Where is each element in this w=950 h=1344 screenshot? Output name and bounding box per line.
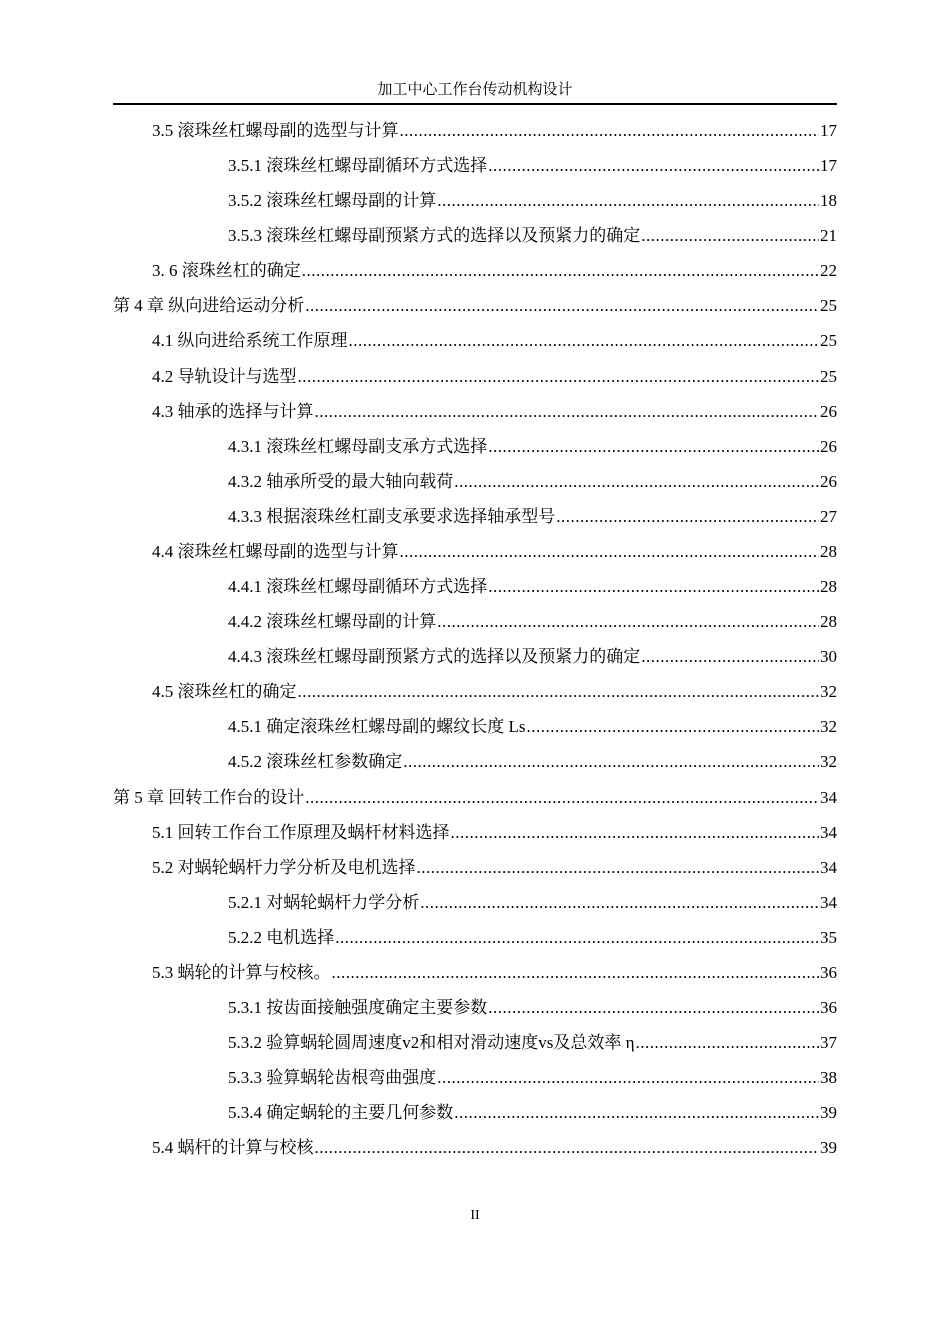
toc-entry-page: 28: [820, 577, 837, 597]
toc-entry-page: 32: [820, 682, 837, 702]
toc-entry[interactable]: [113, 786, 837, 810]
toc-entry-page: 32: [820, 752, 837, 772]
toc-entry-title: 5.2.2 电机选择: [228, 927, 335, 947]
toc-entry-title: 5.3.2 验算蜗轮圆周速度v2和相对滑动速度vs及总效率 η: [228, 1033, 635, 1053]
toc-entry[interactable]: [228, 435, 837, 459]
toc-entry[interactable]: [152, 1136, 837, 1160]
toc-entry-page: 36: [820, 962, 837, 982]
toc-entry-page: 39: [820, 1138, 837, 1158]
toc-entry-title: 4.4 滚珠丝杠螺母副的选型与计算: [152, 541, 399, 561]
toc-entry[interactable]: [228, 1031, 837, 1055]
toc-entry-page: 17: [820, 156, 837, 176]
toc-entry-title: 4.4.2 滚珠丝杠螺母副的计算: [228, 612, 437, 632]
dot-leader: [641, 224, 819, 248]
toc-entry-page: 35: [820, 927, 837, 947]
toc-entry-title: 4.3.2 轴承所受的最大轴向载荷: [228, 471, 454, 491]
toc-entry-page: 37: [820, 1033, 837, 1053]
toc-entry[interactable]: [228, 1101, 837, 1125]
toc-entry[interactable]: [228, 575, 837, 599]
toc-entry-page: 25: [820, 366, 837, 386]
toc-entry-page: 28: [820, 541, 837, 561]
running-header: 加工中心工作台传动机构设计: [377, 82, 573, 98]
dot-leader: [636, 1031, 819, 1055]
toc-entry[interactable]: [152, 540, 837, 564]
toc-entry-title: 3.5.2 滚珠丝杠螺母副的计算: [228, 191, 437, 211]
dot-leader: [417, 856, 820, 880]
toc-entry-page: 17: [820, 121, 837, 140]
toc-entry-page: 34: [820, 892, 837, 912]
toc-entry-title: 3.5.1 滚珠丝杠螺母副循环方式选择: [228, 156, 488, 176]
dot-leader: [335, 926, 819, 950]
toc-entry-page: 28: [820, 612, 837, 632]
toc-entry-title: 4.3.1 滚珠丝杠螺母副支承方式选择: [228, 436, 488, 456]
dot-leader: [349, 329, 820, 353]
toc-entry-page: 34: [820, 822, 837, 842]
dot-leader: [488, 435, 819, 459]
toc-entry-title: 3. 6 滚珠丝杠的确定: [152, 261, 301, 281]
toc-entry-title: 第 5 章 回转工作台的设计: [113, 787, 305, 807]
toc-entry-title: 4.4.1 滚珠丝杠螺母副循环方式选择: [228, 577, 488, 597]
toc-entry-page: 38: [820, 1068, 837, 1088]
dot-leader: [305, 294, 819, 318]
toc-entry-title: 4.5.2 滚珠丝杠参数确定: [228, 752, 403, 772]
toc-entry[interactable]: [228, 610, 837, 634]
toc-entry[interactable]: [152, 119, 837, 143]
dot-leader: [403, 750, 819, 774]
toc-entry[interactable]: [152, 400, 837, 424]
dot-leader: [420, 891, 819, 915]
dot-leader: [556, 505, 819, 529]
toc-entry-page: 22: [820, 261, 837, 281]
toc-entry-page: 36: [820, 998, 837, 1017]
toc-entry[interactable]: [152, 961, 837, 985]
toc-entry[interactable]: [228, 505, 837, 529]
toc-entry-page: 30: [820, 647, 837, 667]
toc-entry-title: 5.3 蜗轮的计算与校核。: [152, 962, 331, 982]
page-number: II: [470, 1208, 480, 1223]
toc-entry-page: 34: [820, 857, 837, 877]
toc-entry[interactable]: [228, 750, 837, 774]
toc-entry-page: 26: [820, 401, 837, 421]
toc-entry[interactable]: [113, 294, 837, 318]
dot-leader: [298, 680, 820, 704]
dot-leader: [488, 154, 819, 178]
dot-leader: [451, 821, 820, 845]
toc-entry-page: 32: [820, 717, 837, 737]
toc-entry-title: 3.5.3 滚珠丝杠螺母副预紧方式的选择以及预紧力的确定: [228, 226, 641, 246]
toc-entry-title: 5.1 回转工作台工作原理及蜗杆材料选择: [152, 822, 450, 842]
dot-leader: [641, 645, 819, 669]
toc-entry-title: 5.3.3 验算蜗轮齿根弯曲强度: [228, 1068, 437, 1088]
dot-leader: [400, 119, 820, 143]
dot-leader: [527, 715, 820, 739]
dot-leader: [437, 610, 819, 634]
toc-entry[interactable]: [228, 189, 837, 213]
toc-entry[interactable]: [152, 680, 837, 704]
toc-entry-page: 18: [820, 191, 837, 211]
toc-entry[interactable]: [152, 329, 837, 353]
toc-entry-title: 5.3.1 按齿面接触强度确定主要参数: [228, 998, 488, 1017]
dot-leader: [488, 575, 819, 599]
toc-entry[interactable]: [228, 926, 837, 950]
toc-entry-title: 4.3.3 根据滚珠丝杠副支承要求选择轴承型号: [228, 506, 556, 526]
toc-entry[interactable]: [152, 856, 837, 880]
toc-entry-title: 5.2 对蜗轮蜗杆力学分析及电机选择: [152, 857, 416, 877]
toc-entry[interactable]: [228, 154, 837, 178]
toc-entry-title: 5.4 蜗杆的计算与校核: [152, 1138, 314, 1158]
dot-leader: [454, 470, 819, 494]
toc-entry[interactable]: [228, 1066, 837, 1090]
toc-entry-page: 21: [820, 226, 837, 246]
toc-entry-title: 4.2 导轨设计与选型: [152, 366, 297, 386]
dot-leader: [315, 1136, 820, 1160]
toc-entry[interactable]: [152, 821, 837, 845]
toc-entry-title: 4.5.1 确定滚珠丝杠螺母副的螺纹长度 Ls: [228, 717, 526, 737]
toc-entry-title: 4.3 轴承的选择与计算: [152, 401, 314, 421]
toc-entry-page: 25: [820, 331, 837, 351]
toc-entry-title: 5.3.4 确定蜗轮的主要几何参数: [228, 1103, 454, 1123]
toc-entry-page: 34: [820, 787, 837, 807]
toc-entry-page: 27: [820, 506, 837, 526]
toc-entry-page: 26: [820, 471, 837, 491]
dot-leader: [298, 365, 820, 389]
toc-entry-title: 4.4.3 滚珠丝杠螺母副预紧方式的选择以及预紧力的确定: [228, 647, 641, 667]
toc-entry[interactable]: [228, 715, 837, 739]
dot-leader: [437, 1066, 819, 1090]
toc-entry-title: 4.1 纵向进给系统工作原理: [152, 331, 348, 351]
toc-entry-title: 5.2.1 对蜗轮蜗杆力学分析: [228, 892, 420, 912]
toc-entry-title: 4.5 滚珠丝杠的确定: [152, 682, 297, 702]
dot-leader: [315, 400, 820, 424]
dot-leader: [454, 1101, 819, 1125]
header-rule: [113, 103, 837, 105]
toc-entry[interactable]: [152, 365, 837, 389]
toc-entry-title: 3.5 滚珠丝杠螺母副的选型与计算: [152, 121, 399, 140]
dot-leader: [332, 961, 820, 985]
toc-entry[interactable]: [152, 259, 837, 283]
dot-leader: [400, 540, 820, 564]
dot-leader: [488, 996, 819, 1020]
toc-entry[interactable]: [228, 891, 837, 915]
toc-entry[interactable]: [228, 996, 837, 1020]
dot-leader: [302, 259, 819, 283]
toc-entry[interactable]: [228, 470, 837, 494]
toc-entry-page: 25: [820, 296, 837, 316]
toc-entry-page: 39: [820, 1103, 837, 1123]
toc-entry[interactable]: [228, 224, 837, 248]
toc-entry[interactable]: [228, 645, 837, 669]
dot-leader: [437, 189, 819, 213]
dot-leader: [305, 786, 819, 810]
toc-entry-page: 26: [820, 436, 837, 456]
toc-entry-title: 第 4 章 纵向进给运动分析: [113, 296, 305, 316]
